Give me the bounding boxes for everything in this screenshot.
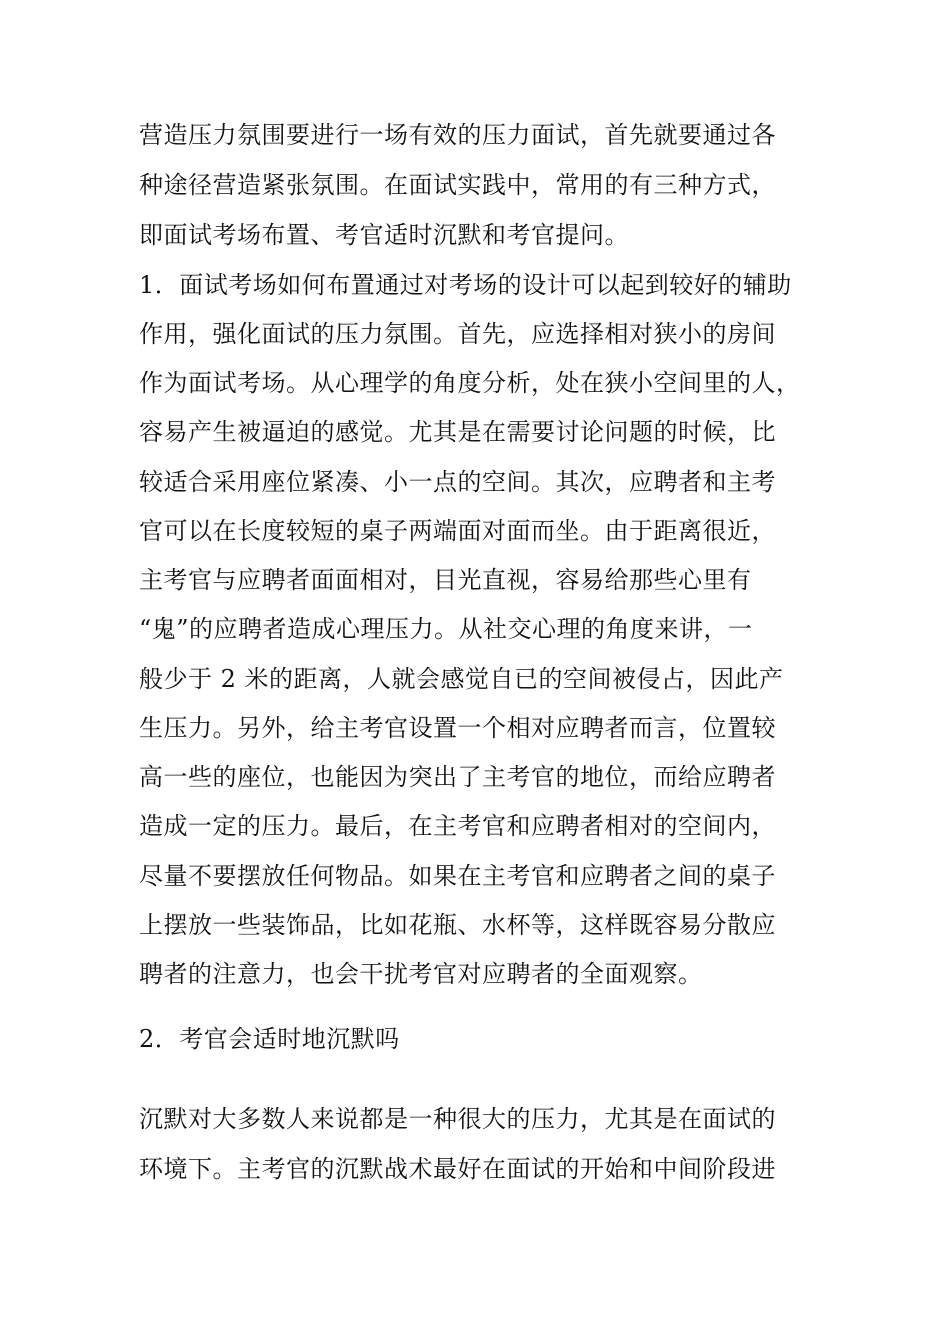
text-line: 1．面试考场如何布置通过对考场的设计可以起到较好的辅助 <box>139 271 792 299</box>
text-line: 般少于 2 米的距离，人就会感觉自已的空间被侵占，因此产 <box>139 665 784 693</box>
text-line: 造成一定的压力。最后，在主考官和应聘者相对的空间内， <box>139 812 776 840</box>
text-line: 容易产生被逼迫的感觉。尤其是在需要讨论问题的时候，比 <box>139 418 776 446</box>
text-line: 作为面试考场。从心理学的角度分析，处在狭小空间里的人， <box>139 369 801 397</box>
text-line: “鬼”的应聘者造成心理压力。从社交心理的角度来讲，一 <box>139 615 753 643</box>
section-heading: 2．考官会适时地沉默吗 <box>139 1025 400 1053</box>
text-line: 营造压力氛围要进行一场有效的压力面试，首先就要通过各 <box>139 121 776 149</box>
text-line: 高一些的座位，也能因为突出了主考官的地位，而给应聘者 <box>139 763 776 791</box>
text-line: 种途径营造紧张氛围。在面试实践中，常用的有三种方式， <box>139 171 776 199</box>
text-line: 生压力。另外，给主考官设置一个相对应聘者而言，位置较 <box>139 714 776 742</box>
text-line: 主考官与应聘者面面相对，目光直视，容易给那些心里有 <box>139 566 752 594</box>
text-line: 环境下。主考官的沉默战术最好在面试的开始和中间阶段进 <box>139 1155 776 1183</box>
text-line: 作用，强化面试的压力氛围。首先，应选择相对狭小的房间 <box>139 320 776 348</box>
text-line: 即面试考场布置、考官适时沉默和考官提问。 <box>139 221 629 249</box>
text-line: 沉默对大多数人来说都是一种很大的压力，尤其是在面试的 <box>139 1105 776 1133</box>
text-line: 较适合采用座位紧凑、小一点的空间。其次，应聘者和主考 <box>139 468 776 496</box>
text-line: 官可以在长度较短的桌子两端面对面而坐。由于距离很近， <box>139 517 776 545</box>
text-line: 上摆放一些装饰品，比如花瓶、水杯等，这样既容易分散应 <box>139 911 776 939</box>
text-line: 聘者的注意力，也会干扰考官对应聘者的全面观察。 <box>139 960 703 988</box>
text-line: 尽量不要摆放任何物品。如果在主考官和应聘者之间的桌子 <box>139 862 776 890</box>
